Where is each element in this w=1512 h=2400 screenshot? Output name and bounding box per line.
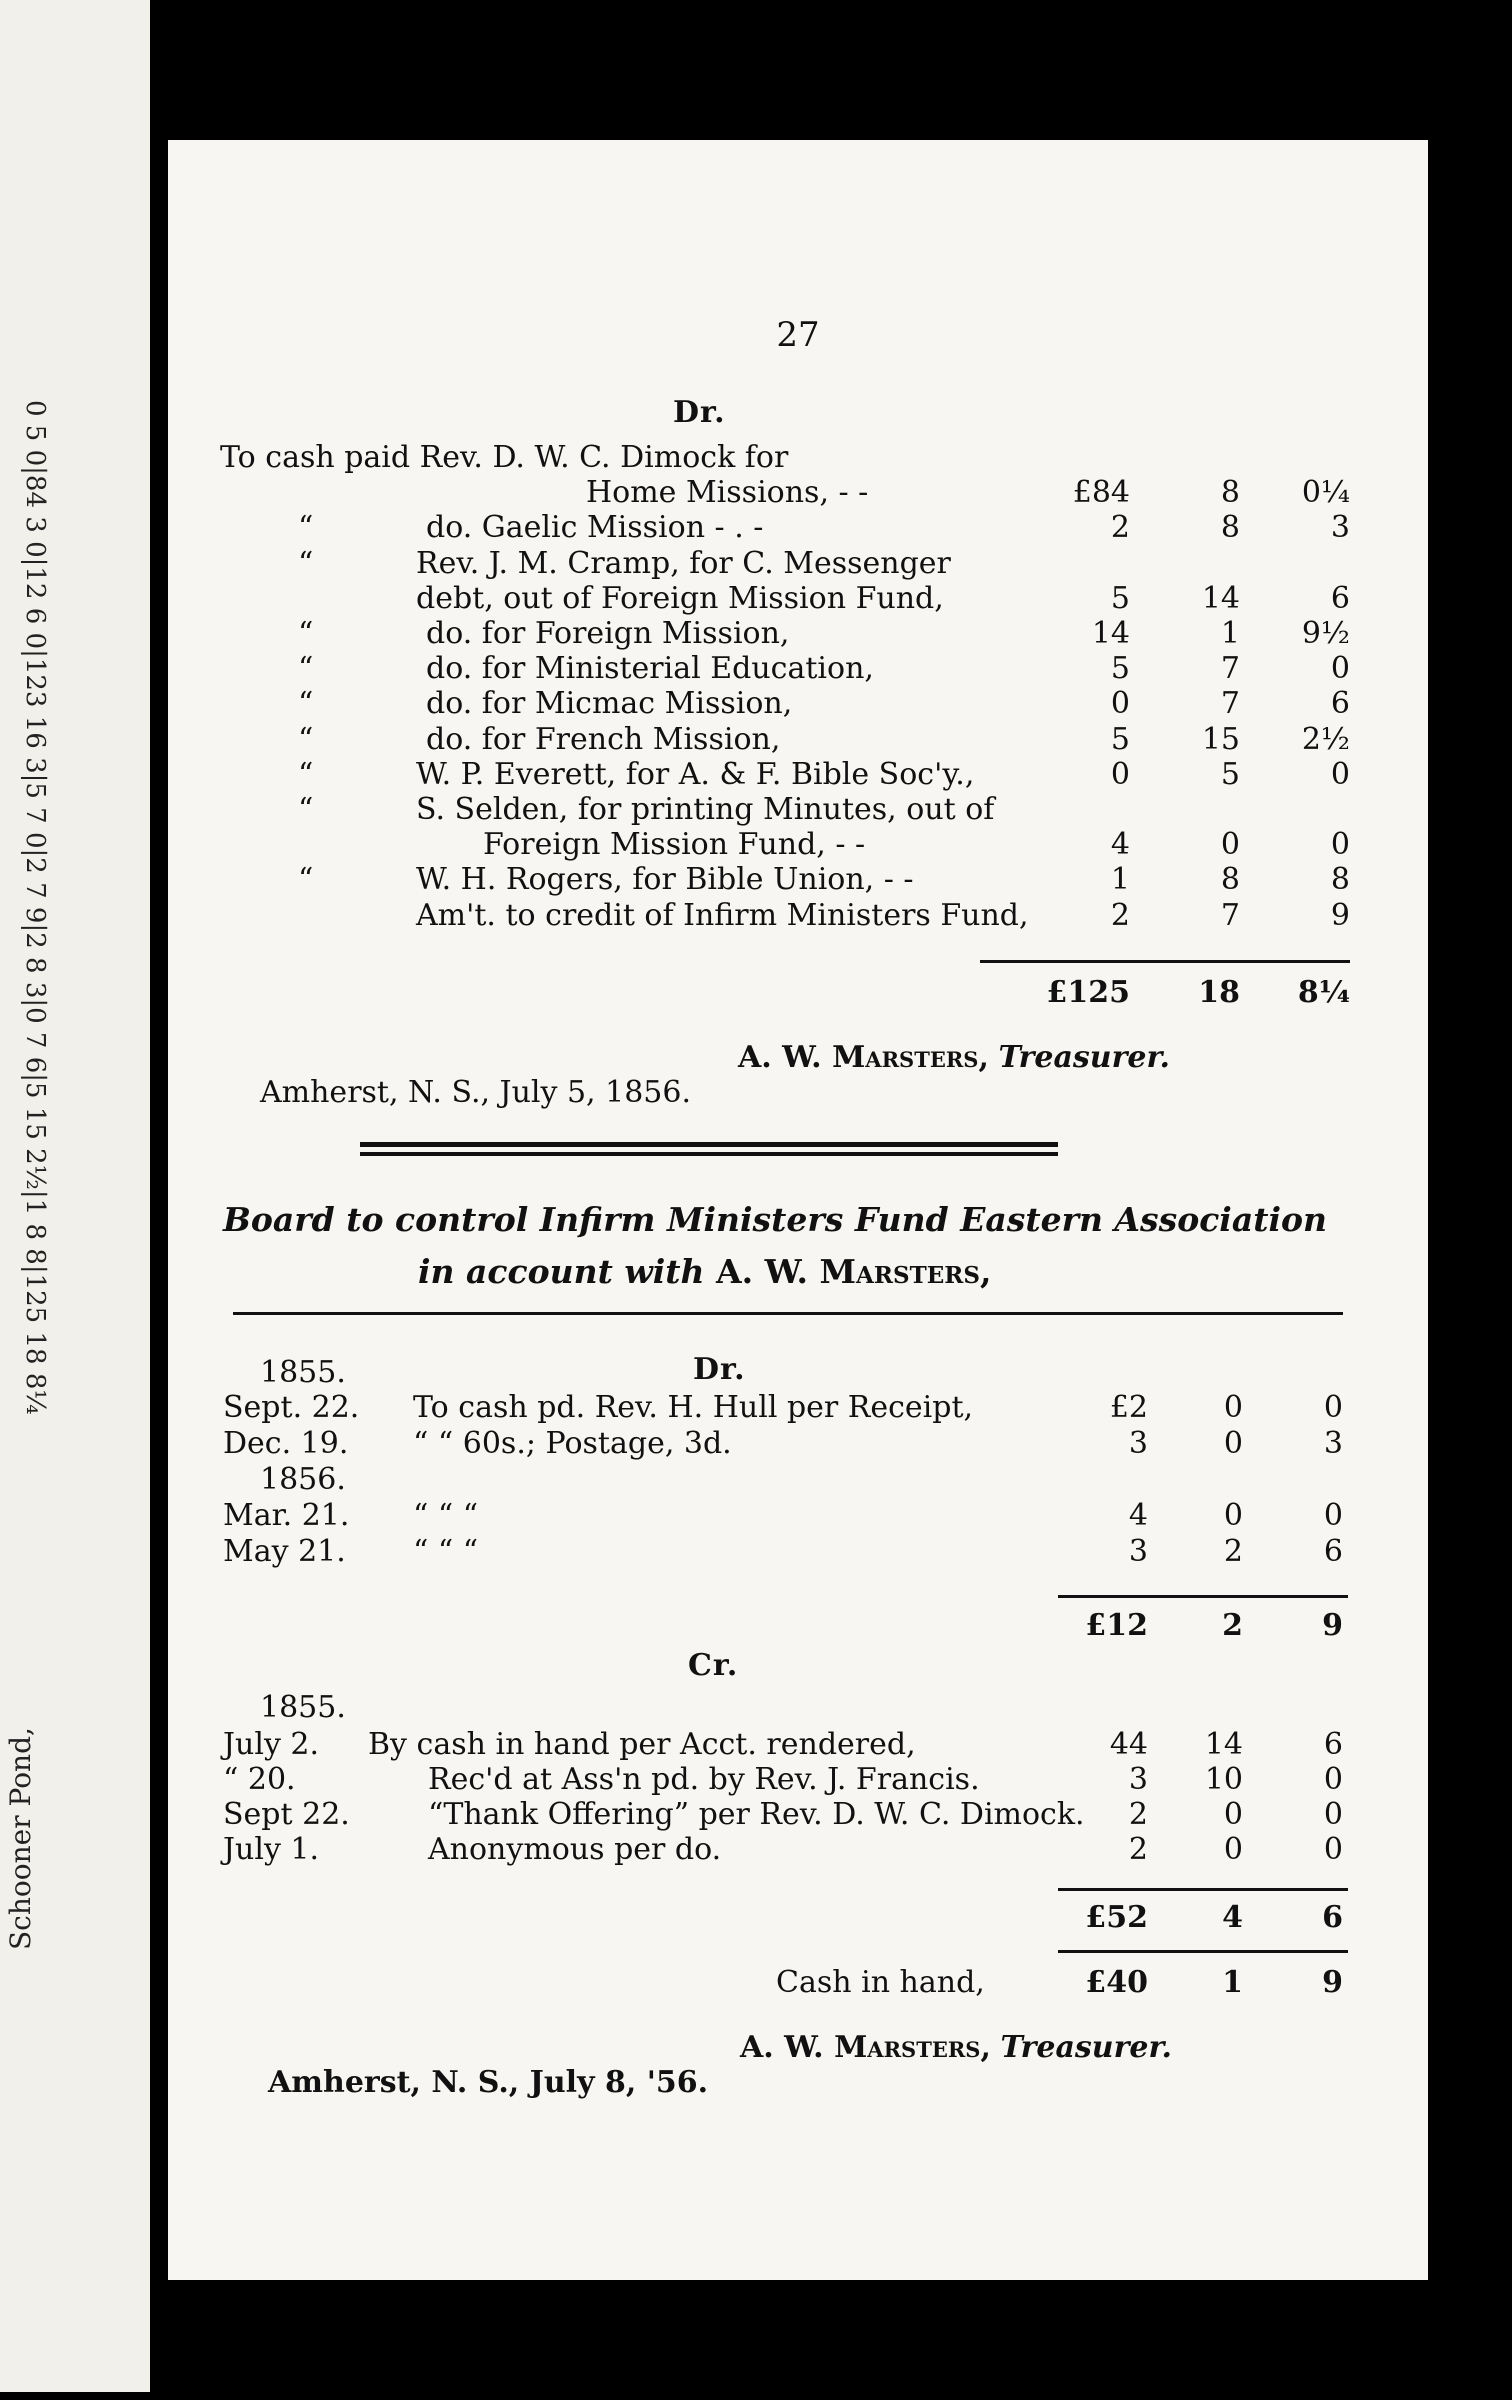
- adjacent-page-label: Schooner Pond,: [4, 1727, 37, 1950]
- amount-pounds: 5: [1110, 580, 1130, 616]
- ditto-mark: “: [298, 721, 314, 757]
- cr-total-pence: 6: [1322, 1900, 1343, 1935]
- entry-description: To cash pd. Rev. H. Hull per Receipt,: [413, 1390, 974, 1425]
- amount-pounds: 4: [1110, 827, 1130, 863]
- amount-pounds: 3: [1128, 1762, 1148, 1797]
- amount-pounds: 1: [1110, 862, 1130, 898]
- cr-total-pounds: £52: [1085, 1900, 1148, 1935]
- cr-heading: Cr.: [688, 1648, 739, 1683]
- amount-pence: 0: [1330, 827, 1350, 863]
- entry-description: do. for Micmac Mission,: [426, 686, 793, 722]
- document-page: [168, 140, 1428, 2280]
- year-1855: 1855.: [260, 1355, 346, 1390]
- amount-pence: 6: [1330, 580, 1350, 616]
- amount-pence: 6: [1330, 686, 1350, 722]
- dr-total-shillings: 2: [1222, 1608, 1243, 1643]
- entry-description: Home Missions, - -: [586, 475, 869, 511]
- amount-pounds: 0: [1110, 686, 1130, 722]
- double-rule-bottom: [360, 1152, 1058, 1156]
- entry-description: do. Gaelic Mission - . -: [426, 510, 764, 546]
- title-rule: [233, 1312, 1343, 1315]
- amount-shillings: 5: [1220, 756, 1240, 792]
- amount-pence: 0: [1323, 1498, 1343, 1533]
- place-date-2: Amherst, N. S., July 8, '56.: [268, 2065, 709, 2100]
- amount-pence: 0: [1323, 1797, 1343, 1832]
- amount-pence: 3: [1330, 510, 1350, 546]
- entry-date: Mar. 21.: [223, 1498, 350, 1533]
- cash-pounds: £40: [1085, 1965, 1148, 2000]
- account-title-line-1: Board to control Infirm Ministers Fund Eastern Association: [223, 1200, 1328, 1239]
- cash-shillings: 1: [1222, 1965, 1243, 2000]
- amount-shillings: 7: [1220, 897, 1240, 933]
- entry-description: do. for Ministerial Education,: [426, 651, 874, 687]
- double-rule-top: [360, 1142, 1058, 1147]
- amount-shillings: 15: [1201, 721, 1240, 757]
- amount-pence: 6: [1323, 1727, 1343, 1762]
- entry-description: Rec'd at Ass'n pd. by Rev. J. Francis.: [428, 1762, 980, 1797]
- amount-pence: 3: [1323, 1426, 1343, 1461]
- entry-description: W. P. Everett, for A. & F. Bible Soc'y.,: [416, 756, 975, 792]
- page-number: 27: [776, 315, 820, 355]
- ditto-mark: “: [298, 792, 314, 827]
- amount-pounds: 3: [1128, 1426, 1148, 1461]
- amount-pounds: 2: [1128, 1797, 1148, 1832]
- amount-shillings: 0: [1223, 1426, 1243, 1461]
- account-title-line-2: in account with A. W. Marsters,: [418, 1252, 992, 1291]
- entry-description: debt, out of Foreign Mission Fund,: [416, 580, 944, 616]
- amount-pence: 0: [1330, 651, 1350, 687]
- entry-description: do. for French Mission,: [426, 721, 781, 757]
- amount-pence: 9: [1330, 897, 1350, 933]
- amount-shillings: 7: [1220, 651, 1240, 687]
- amount-pence: 0: [1323, 1390, 1343, 1425]
- entry-date: 1856.: [260, 1462, 346, 1497]
- entry-date: Dec. 19.: [223, 1426, 349, 1461]
- amount-pounds: 2: [1110, 897, 1130, 933]
- amount-pence: 9½: [1301, 616, 1350, 651]
- entry-date: Sept 22.: [223, 1797, 350, 1832]
- amount-pence: 0¼: [1301, 475, 1350, 511]
- amount-shillings: 0: [1223, 1498, 1243, 1533]
- entry-description: Anonymous per do.: [428, 1832, 722, 1867]
- ditto-mark: “: [298, 686, 314, 722]
- amount-shillings: 8: [1220, 510, 1240, 546]
- dr-heading-2: Dr.: [693, 1352, 746, 1387]
- cr-year: 1855.: [260, 1690, 346, 1725]
- amount-pounds: 44: [1109, 1727, 1148, 1762]
- amount-pounds: 4: [1128, 1498, 1148, 1533]
- amount-pounds: 5: [1110, 651, 1130, 687]
- dr-total-pounds: £12: [1085, 1608, 1148, 1643]
- entry-description: Rev. J. M. Cramp, for C. Messenger: [416, 545, 951, 581]
- entry-description: “ “ “: [413, 1498, 479, 1533]
- entry-description: do. for Foreign Mission,: [426, 616, 790, 651]
- total-pence: 8¼: [1297, 975, 1350, 1010]
- entry-description: “ “ 60s.; Postage, 3d.: [413, 1426, 732, 1461]
- amount-pence: 0: [1323, 1832, 1343, 1867]
- entry-date: Sept. 22.: [223, 1390, 360, 1425]
- ditto-mark: “: [298, 545, 314, 581]
- cash-pence: 9: [1322, 1965, 1343, 2000]
- treasurer-signature-2: A. W. Marsters, Treasurer.: [740, 2030, 1172, 2065]
- ditto-mark: “: [298, 862, 314, 898]
- amount-pence: 0: [1330, 756, 1350, 792]
- adjacent-page-figures: 0 5 0|84 3 0|12 6 0|123 16 3|5 7 0|2 7 9|2 8 3|0 7 6|5 15 2½|1 8 8|125 18 8¼: [20, 400, 50, 1415]
- dr-total-rule: [1058, 1595, 1348, 1598]
- amount-pence: 2½: [1301, 721, 1350, 757]
- amount-shillings: 1: [1220, 616, 1240, 651]
- binding-gutter: [150, 0, 168, 2392]
- amount-shillings: 8: [1220, 862, 1240, 898]
- amount-pounds: 0: [1110, 756, 1130, 792]
- entry-description: “Thank Offering” per Rev. D. W. C. Dimock.: [428, 1797, 1085, 1832]
- cash-in-hand-label: Cash in hand,: [776, 1965, 985, 2000]
- treasurer-signature: A. W. Marsters, Treasurer.: [738, 1040, 1170, 1075]
- entry-description: To cash paid Rev. D. W. C. Dimock for: [220, 440, 789, 475]
- amount-pounds: 2: [1128, 1832, 1148, 1867]
- amount-pence: 8: [1330, 862, 1350, 898]
- total-shillings: 18: [1198, 975, 1240, 1010]
- entry-date: May 21.: [223, 1534, 346, 1569]
- cash-rule: [1058, 1950, 1348, 1953]
- entry-date: July 2.: [223, 1727, 320, 1762]
- cr-total-shillings: 4: [1222, 1900, 1243, 1935]
- entry-description: Foreign Mission Fund, - -: [483, 827, 866, 863]
- amount-shillings: 14: [1204, 1727, 1243, 1762]
- entry-description: Am't. to credit of Infirm Ministers Fund,: [416, 897, 1029, 933]
- amount-pence: 6: [1323, 1534, 1343, 1569]
- place-date: Amherst, N. S., July 5, 1856.: [260, 1075, 692, 1110]
- amount-shillings: 0: [1220, 827, 1240, 863]
- ditto-mark: “: [298, 756, 314, 792]
- dr-total-pence: 9: [1322, 1608, 1343, 1643]
- entry-date: July 1.: [223, 1832, 320, 1867]
- entry-date: “ 20.: [223, 1762, 296, 1797]
- amount-shillings: 0: [1223, 1797, 1243, 1832]
- amount-shillings: 10: [1204, 1762, 1243, 1797]
- ditto-mark: “: [298, 651, 314, 687]
- total-rule: [980, 960, 1350, 963]
- total-pounds: £125: [1046, 975, 1130, 1010]
- amount-pence: 0: [1323, 1762, 1343, 1797]
- amount-pounds: 14: [1091, 616, 1130, 651]
- adjacent-page-strip: [0, 0, 150, 2392]
- amount-pounds: 3: [1128, 1534, 1148, 1569]
- entry-description: S. Selden, for printing Minutes, out of: [416, 792, 995, 827]
- amount-shillings: 8: [1220, 475, 1240, 511]
- amount-pounds: £84: [1072, 475, 1130, 511]
- ditto-mark: “: [298, 510, 314, 546]
- entry-description: W. H. Rogers, for Bible Union, - -: [416, 862, 914, 898]
- dr-heading: Dr.: [673, 395, 726, 430]
- amount-shillings: 2: [1223, 1534, 1243, 1569]
- ditto-mark: “: [298, 616, 314, 651]
- amount-shillings: 7: [1220, 686, 1240, 722]
- amount-shillings: 0: [1223, 1390, 1243, 1425]
- amount-pounds: 5: [1110, 721, 1130, 757]
- entry-description: By cash in hand per Acct. rendered,: [368, 1727, 916, 1762]
- entry-description: “ “ “: [413, 1534, 479, 1569]
- amount-shillings: 0: [1223, 1832, 1243, 1867]
- cr-total-rule: [1058, 1888, 1348, 1891]
- amount-pounds: £2: [1109, 1390, 1148, 1425]
- amount-shillings: 14: [1201, 580, 1240, 616]
- amount-pounds: 2: [1110, 510, 1130, 546]
